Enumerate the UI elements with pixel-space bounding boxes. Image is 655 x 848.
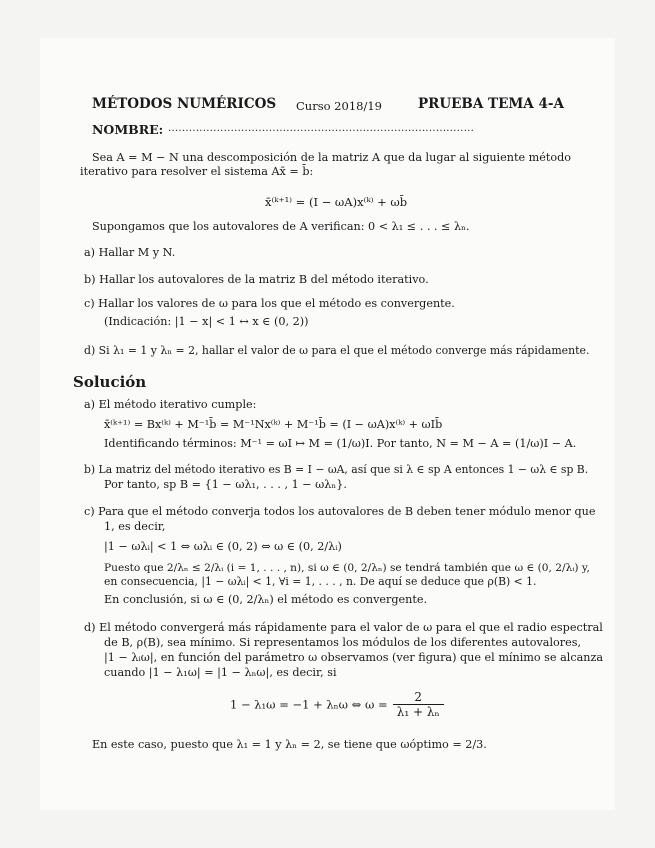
optimal-omega-lhs: 1 − λ₁ω = −1 + λₙω ⇔ ω = — [230, 697, 388, 712]
iteration-equation: x̄⁽ᵏ⁺¹⁾ = (I − ωA)x⁽ᵏ⁾ + ωb̄ — [265, 195, 408, 209]
question-d: d) Si λ₁ = 1 y λₙ = 2, hallar el valor de ω para el que el método converge más rápidamente. — [84, 344, 590, 357]
statement-intro-1: Sea A = M − N una descomposición de la matriz A que da lugar al siguiente método — [92, 151, 571, 164]
fraction-numerator: 2 — [393, 690, 444, 705]
question-a: a) Hallar M y N. — [84, 246, 176, 259]
solution-b-line-1: b) La matriz del método iterativo es B = I − ωA, así que si λ ∈ sp A entonces 1 − ωλ ∈ sp B. — [84, 463, 589, 476]
statement-intro-2: iterativo para resolver el sistema Ax̄ = b̄: — [80, 165, 314, 178]
question-b: b) Hallar los autovalores de la matriz B del método iterativo. — [84, 273, 429, 286]
solution-title: Solución — [73, 373, 147, 391]
solution-c-line-1: c) Para que el método converja todos los autovalores de B deben tener módulo menor que — [84, 505, 596, 518]
solution-d-line-3: |1 − λᵢω|, en función del parámetro ω observamos (ver figura) que el mínimo se alcanza — [104, 651, 604, 664]
solution-a-line-3: Identificando términos: M⁻¹ = ωI ↦ M = (1/ω)I. Por tanto, N = M − A = (1/ω)I − A. — [104, 437, 577, 450]
solution-d-line-2: de B, ρ(B), sea mínimo. Si representamos los módulos de los diferentes autovalores, — [104, 636, 582, 649]
exam-page — [40, 38, 615, 810]
solution-c-line-3: |1 − ωλᵢ| < 1 ⇔ ωλᵢ ∈ (0, 2) ⇔ ω ∈ (0, 2/λᵢ) — [104, 540, 342, 553]
optimal-omega-fraction — [393, 690, 444, 719]
fraction-denominator: λ₁ + λₙ — [396, 705, 440, 719]
solution-c-line-5: en consecuencia, |1 − ωλᵢ| < 1, ∀i = 1, . . . , n. De aquí se deduce que ρ(B) < 1. — [104, 575, 537, 588]
optimal-omega-result: En este caso, puesto que λ₁ = 1 y λₙ = 2, se tiene que ωóptimo = 2/3. — [92, 738, 487, 751]
name-dots: ........................................................................................ — [168, 123, 475, 134]
solution-a-line-2: x̄⁽ᵏ⁺¹⁾ = Bx⁽ᵏ⁾ + M⁻¹b̄ = M⁻¹Nx⁽ᵏ⁾ + M⁻¹b̄ = (I − ωA)x⁽ᵏ⁾ + ωIb̄ — [104, 418, 443, 431]
question-c-hint: (Indicación: |1 − x| < 1 ↔ x ∈ (0, 2)) — [104, 315, 309, 328]
optimal-omega-equation — [230, 690, 444, 719]
solution-a-line-1: a) El método iterativo cumple: — [84, 398, 257, 411]
solution-c-line-2: 1, es decir, — [104, 520, 166, 533]
eigenvalue-assumption: Supongamos que los autovalores de A verifican: 0 < λ₁ ≤ . . . ≤ λₙ. — [92, 220, 470, 233]
course-title: MÉTODOS NUMÉRICOS — [92, 96, 277, 112]
exam-title: PRUEBA TEMA 4-A — [418, 96, 564, 112]
solution-d-line-4: cuando |1 − λ₁ω| = |1 − λₙω|, es decir, si — [104, 666, 337, 679]
solution-c-line-4: Puesto que 2/λₙ ≤ 2/λᵢ (i = 1, . . . , n), si ω ∈ (0, 2/λₙ) se tendrá también que ω ∈ (0, 2/λᵢ) y, — [104, 562, 590, 574]
name-label: NOMBRE: — [92, 122, 164, 137]
solution-d-line-1: d) El método convergerá más rápidamente para el valor de ω para el que el radio espectral — [84, 621, 603, 634]
solution-c-line-6: En conclusión, si ω ∈ (0, 2/λₙ) el método es convergente. — [104, 593, 428, 606]
solution-b-line-2: Por tanto, sp B = {1 − ωλ₁, . . . , 1 − ωλₙ}. — [104, 478, 347, 491]
question-c: c) Hallar los valores de ω para los que el método es convergente. — [84, 297, 455, 310]
course-year: Curso 2018/19 — [296, 99, 382, 113]
